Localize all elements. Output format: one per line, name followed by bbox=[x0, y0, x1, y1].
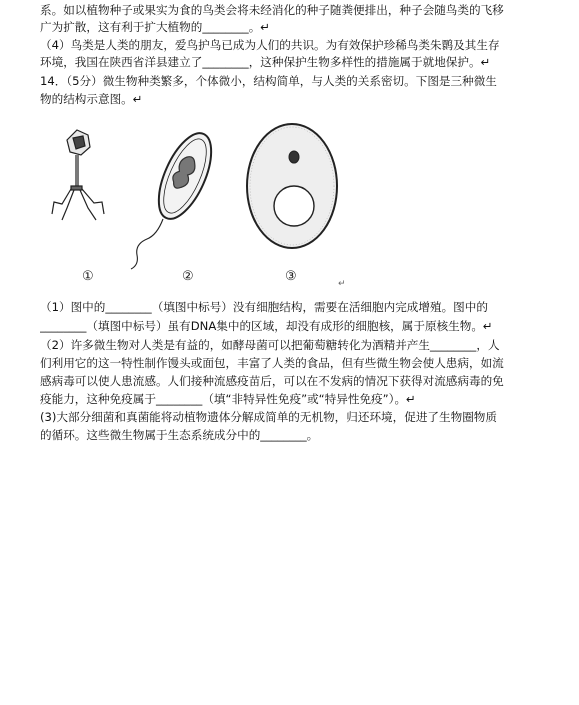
text-line-2: 广为扩散，这有利于扩大植物的________。↵ bbox=[40, 20, 270, 34]
text-line-3: （4）鸟类是人类的朋友，爱鸟护鸟已成为人们的共识。为有效保护珍稀鸟类朱鹮及其生存 bbox=[40, 38, 500, 52]
text-line-8: ________（填图中标号）虽有DNA集中的区域，却没有成形的细胞核，属于原核生物。↵ bbox=[40, 319, 493, 333]
text-line-13: (3)大部分细菌和真菌能将动植物遗体分解成简单的无机物，归还环境，促进了生物圈物质 bbox=[40, 410, 497, 424]
figure-return-mark: ↵ bbox=[338, 279, 346, 289]
figure-label-3: ③ bbox=[285, 269, 297, 284]
figure-label-1: ① bbox=[82, 269, 94, 284]
bacteriophage-illustration bbox=[52, 130, 104, 220]
text-line-4: 环境，我国在陕西省洋县建立了________，这种保护生物多样性的措施属于就地保护。↵ bbox=[40, 55, 491, 69]
figure-label-2: ② bbox=[182, 269, 194, 284]
text-line-1: 系。如以植物种子或果实为食的鸟类会将未经消化的种子随粪便排出，种子会随鸟类的飞移 bbox=[40, 3, 504, 17]
bacterium-illustration bbox=[131, 126, 222, 269]
yeast-cell-illustration bbox=[247, 124, 337, 248]
text-line-5: 14．（5分）微生物种类繁多，个体微小，结构简单，与人类的关系密切。下图是三种微生 bbox=[40, 74, 497, 88]
text-line-14: 的循环。这些微生物属于生态系统成分中的________。 bbox=[40, 428, 319, 442]
text-line-10: 们利用它的这一特性制作馒头或面包，丰富了人类的食品，但有些微生物会使人患病，如流 bbox=[40, 356, 504, 370]
microorganism-figure bbox=[40, 116, 370, 292]
text-line-9: （2）许多微生物对人类是有益的，如酵母菌可以把葡萄糖转化为酒精并产生________，人 bbox=[40, 338, 500, 352]
text-line-12: 疫能力，这种免疫属于________（填“非特异性免疫”或“特异性免疫”）。↵ bbox=[40, 392, 416, 406]
text-line-6: 物的结构示意图。↵ bbox=[40, 92, 143, 106]
text-line-11: 感病毒可以使人患流感。人们接种流感疫苗后，可以在不发病的情况下获得对流感病毒的免 bbox=[40, 374, 504, 388]
text-line-7: （1）图中的________（填图中标号）没有细胞结构，需要在活细胞内完成增殖。图中的 bbox=[40, 300, 488, 314]
